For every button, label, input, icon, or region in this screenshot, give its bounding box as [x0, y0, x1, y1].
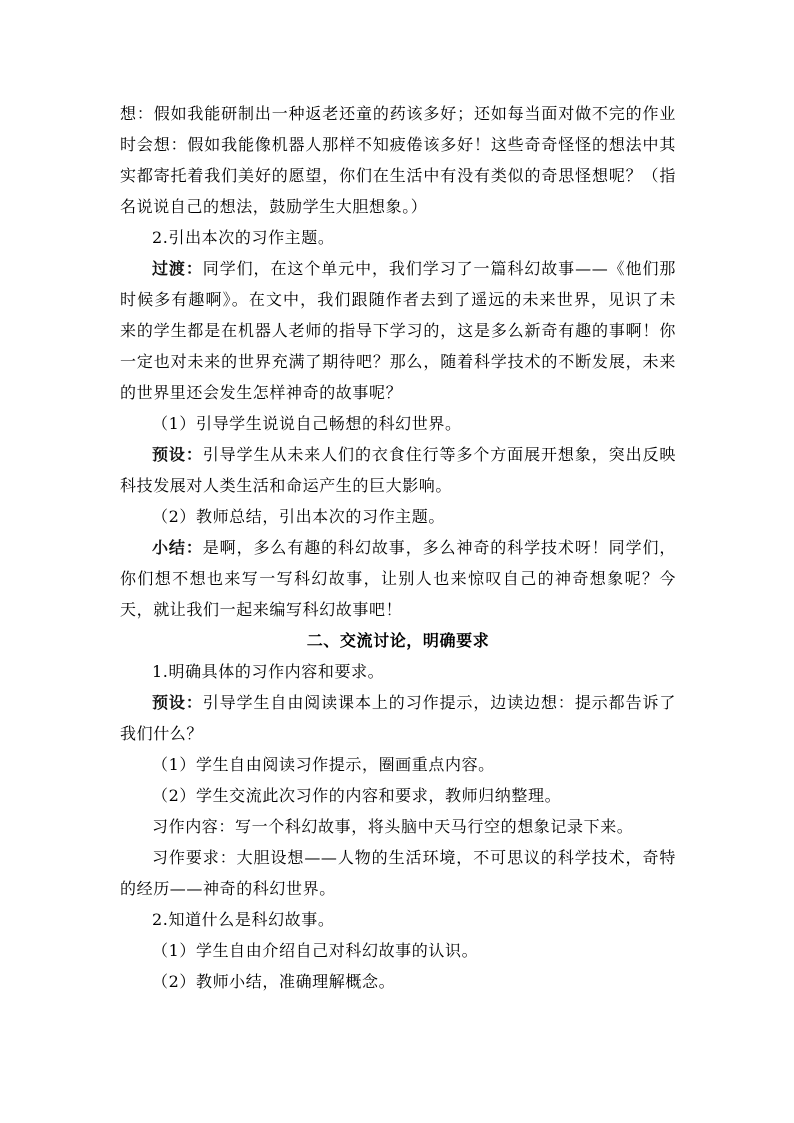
section-heading-2: 二、交流讨论，明确要求 — [306, 631, 490, 650]
paragraph-substep-1: （1）引导学生说说自己畅想的科幻世界。 — [152, 414, 462, 433]
paragraph-substep-introduce: （1）学生自由介绍自己对科幻故事的认识。 — [152, 941, 479, 960]
paragraph-writing-requirements: 习作要求：大胆设想——人物的生活环境，不可思议的科学技术，奇特的经历——神奇的科幻世界。 — [120, 848, 676, 898]
paragraph-substep-teacher-summary: （2）教师小结，准确理解概念。 — [152, 972, 396, 991]
paragraph-preset-1 — [120, 439, 676, 501]
paragraph-writing-content: 习作内容：写一个科幻故事，将头脑中天马行空的想象记录下来。 — [152, 817, 634, 836]
lead-label-summary: 小结： — [152, 538, 203, 557]
paragraph-preset-2-text: 引导学生自由阅读课本上的习作提示，边读边想：提示都告诉了我们什么？ — [120, 693, 676, 743]
lead-label-transition: 过渡： — [152, 259, 203, 278]
paragraph-intro-wishes: 想：假如我能研制出一种返老还童的药该多好；还如每当面对做不完的作业时会想：假如我能像机器人那样不知疲倦该多好！这些奇奇怪怪的想法中其实都寄托着我们美好的愿望，你们在生活中有没有类似的奇思怪想呢？（指名说说自己的想法，鼓励学生大胆想象。） — [120, 104, 676, 216]
paragraph-transition — [120, 253, 676, 408]
lead-label-preset-2: 预设： — [152, 693, 203, 712]
paragraph-step-2: 2.引出本次的习作主题。 — [152, 228, 335, 247]
lead-label-preset-1: 预设： — [152, 445, 203, 464]
paragraph-substep-exchange: （2）学生交流此次习作的内容和要求，教师归纳整理。 — [152, 786, 562, 805]
paragraph-substep-read: （1）学生自由阅读习作提示，圈画重点内容。 — [152, 755, 495, 774]
paragraph-summary-text: 是啊，多么有趣的科幻故事，多么神奇的科学技术呀！同学们，你们想不想也来写一写科幻故事，让别人也来惊叹自己的神奇想象呢？今天，就让我们一起来编写科幻故事吧！ — [120, 538, 676, 619]
document-body — [120, 98, 676, 997]
paragraph-step-2-scifi: 2.知道什么是科幻故事。 — [152, 910, 335, 929]
paragraph-step-1-requirements: 1.明确具体的习作内容和要求。 — [152, 662, 385, 681]
paragraph-summary — [120, 532, 676, 625]
paragraph-substep-2: （2）教师总结，引出本次的习作主题。 — [152, 507, 445, 526]
paragraph-transition-text: 同学们，在这个单元中，我们学习了一篇科幻故事——《他们那时候多有趣啊》。在文中，我们跟随作者去到了遥远的未来世界，见识了未来的学生都是在机器人老师的指导下学习的，这是多么新奇有趣的事啊！你一定也对未来的世界充满了期待吧？那么，随着科学技术的不断发展，未来的世界里还会发生怎样神奇的故事呢？ — [120, 259, 676, 402]
paragraph-preset-1-text: 引导学生从未来人们的衣食住行等多个方面展开想象，突出反映科技发展对人类生活和命运产生的巨大影响。 — [120, 445, 676, 495]
paragraph-preset-2 — [120, 687, 676, 749]
